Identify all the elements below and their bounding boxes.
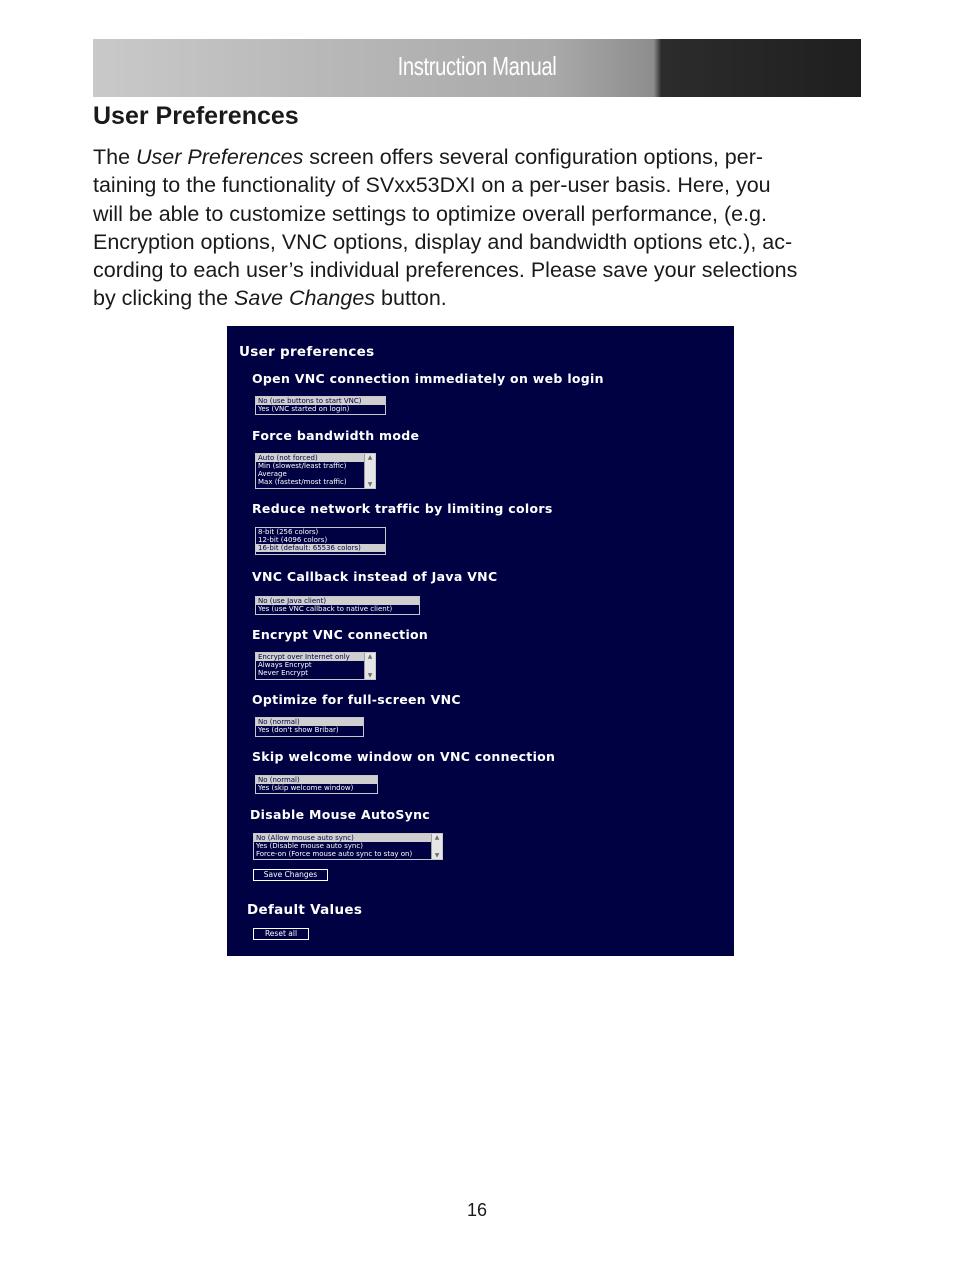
intro-text: The	[93, 145, 137, 169]
bandwidth-label: Force bandwidth mode	[252, 428, 420, 443]
open-vnc-label: Open VNC connection immediately on web login	[252, 371, 604, 386]
scroll-up-icon[interactable]: ▲	[367, 653, 373, 660]
list-option[interactable]: Min (slowest/least traffic)	[258, 462, 347, 470]
callback-label: VNC Callback instead of Java VNC	[252, 569, 498, 584]
scroll-down-icon[interactable]: ▼	[434, 852, 440, 859]
list-option[interactable]: Force-on (Force mouse auto sync to stay on)	[256, 850, 413, 858]
list-option[interactable]: 12-bit (4096 colors)	[258, 536, 328, 544]
page-number: 16	[466, 1200, 488, 1220]
scroll-up-icon[interactable]: ▲	[367, 454, 373, 461]
intro-line: will be able to customize settings to optimize overall performance, (e.g.	[93, 201, 767, 226]
encrypt-select[interactable]	[255, 652, 376, 680]
list-option[interactable]: Average	[258, 470, 287, 478]
intro-line: Encryption options, VNC options, display and bandwidth options etc.), ac-	[93, 229, 793, 254]
fullscreen-select[interactable]	[255, 717, 364, 737]
user-preferences-screenshot	[227, 326, 734, 956]
list-option[interactable]: Max (fastest/most traffic)	[258, 478, 347, 486]
scrollbar[interactable]	[431, 834, 442, 859]
list-option[interactable]: Yes (Disable mouse auto sync)	[256, 842, 363, 850]
mouse-label: Disable Mouse AutoSync	[250, 807, 430, 822]
list-option[interactable]: 8-bit (256 colors)	[258, 528, 319, 536]
list-option[interactable]: Never Encrypt	[258, 669, 309, 677]
header-bar	[93, 39, 861, 97]
intro-paragraph	[93, 143, 863, 313]
list-option[interactable]: Auto (not forced)	[256, 454, 375, 462]
encrypt-label: Encrypt VNC connection	[252, 627, 429, 642]
save-changes-button[interactable]: Save Changes	[253, 869, 328, 881]
intro-text: by clicking the	[93, 286, 235, 311]
scroll-down-icon[interactable]: ▼	[367, 481, 373, 488]
intro-emphasis: User Preferences	[136, 145, 304, 169]
scroll-up-icon[interactable]: ▲	[434, 834, 440, 841]
fullscreen-label: Optimize for full-screen VNC	[252, 692, 461, 707]
list-option[interactable]: Yes (use VNC callback to native client)	[258, 605, 393, 613]
welcome-label: Skip welcome window on VNC connection	[252, 749, 556, 764]
intro-line: cording to each user’s individual preferences. Please save your selections	[93, 258, 798, 283]
default-values-heading: Default Values	[247, 902, 363, 918]
list-option[interactable]: Yes (VNC started on login)	[258, 405, 350, 413]
list-option[interactable]: Always Encrypt	[258, 661, 312, 669]
reset-all-button[interactable]: Reset all	[253, 928, 309, 940]
scrollbar[interactable]	[364, 653, 375, 679]
colors-select[interactable]	[255, 527, 386, 555]
scrollbar[interactable]	[364, 454, 375, 488]
list-option[interactable]: No (use buttons to start VNC)	[256, 397, 385, 405]
list-option[interactable]: No (use Java client)	[256, 597, 419, 605]
list-option[interactable]: Yes (don't show Bribar)	[258, 726, 339, 734]
list-option[interactable]: 16-bit (default: 65536 colors)	[256, 544, 385, 552]
intro-emphasis: Save Changes	[234, 286, 376, 311]
open-vnc-select[interactable]	[255, 396, 386, 415]
bandwidth-select[interactable]	[255, 453, 376, 489]
intro-text: screen offers several configuration options, per-	[303, 145, 764, 169]
colors-label: Reduce network traffic by limiting colors	[252, 501, 553, 516]
list-option[interactable]: Yes (skip welcome window)	[258, 784, 354, 792]
welcome-select[interactable]	[255, 775, 378, 794]
mouse-select[interactable]	[253, 833, 443, 860]
list-option[interactable]: Encrypt over Internet only	[256, 653, 375, 661]
callback-select[interactable]	[255, 596, 420, 615]
section-heading: User Preferences	[93, 102, 299, 130]
list-option[interactable]: No (normal)	[256, 718, 363, 726]
scroll-down-icon[interactable]: ▼	[367, 672, 373, 679]
list-option[interactable]: No (Allow mouse auto sync)	[254, 834, 442, 842]
intro-line: taining to the functionality of SVxx53DXI on a per-user basis. Here, you	[93, 173, 771, 198]
prefs-title: User preferences	[239, 344, 375, 360]
header-title: Instruction Manual	[397, 51, 557, 81]
list-option[interactable]: No (normal)	[256, 776, 377, 784]
intro-text: button.	[375, 286, 447, 311]
